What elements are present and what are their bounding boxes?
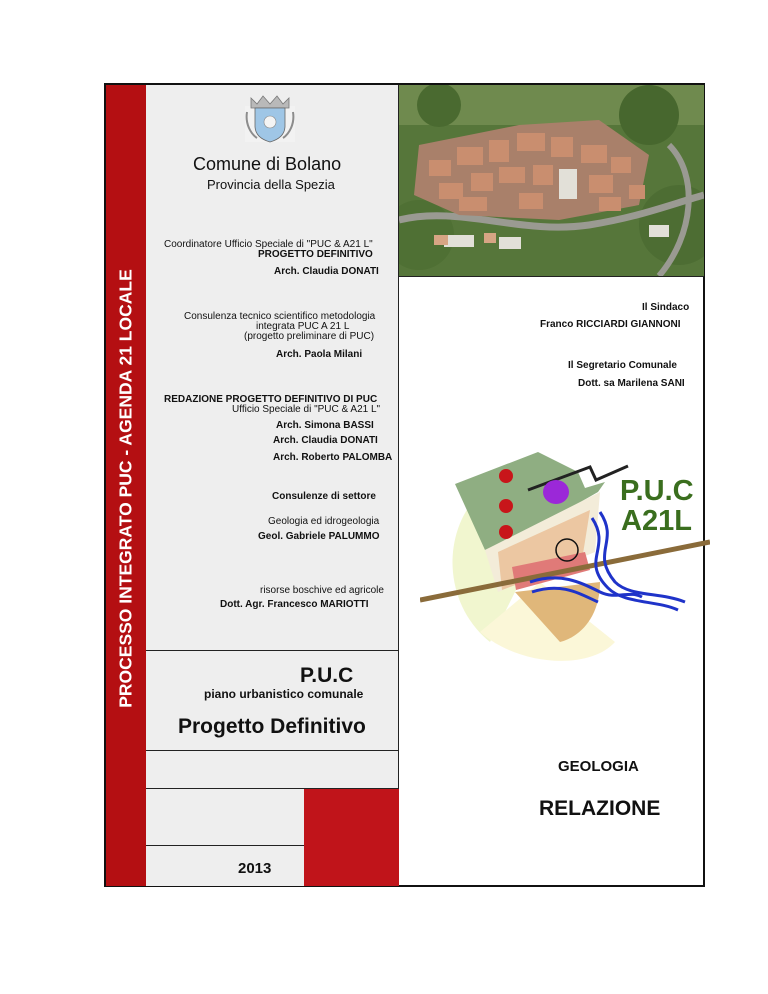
consulenza-line1: Consulenza tecnico scientifico metodologia [184, 311, 376, 322]
credits-panel [146, 85, 399, 886]
redazione-name-1: Arch. Simona BASSI [276, 420, 374, 431]
sindaco-name: Franco RICCIARDI GIANNONI [540, 319, 681, 330]
project-phase-title: Progetto Definitivo [178, 715, 366, 738]
consulenza-name: Arch. Paola Milani [276, 349, 363, 360]
document-type: RELAZIONE [539, 797, 661, 820]
coordinatore-subrole: PROGETTO DEFINITIVO [258, 249, 373, 260]
puc-subtitle: piano urbanistico comunale [204, 687, 364, 701]
puc-title: P.U.C [300, 664, 354, 687]
coordinatore-role: Coordinatore Ufficio Speciale di "PUC & A21 L" [164, 239, 373, 250]
divider-puc [146, 650, 398, 651]
document-year: 2013 [238, 860, 272, 877]
redazione-heading: REDAZIONE PROGETTO DEFINITIVO DI PUC [164, 394, 378, 405]
divider-phase [146, 750, 398, 751]
coordinatore-name: Arch. Claudia DONATI [274, 266, 379, 277]
consulenza-line3: (progetto preliminare di PUC) [244, 331, 375, 342]
divider-year [146, 845, 304, 846]
boschive-consultant: Dott. Agr. Francesco MARIOTTI [220, 599, 369, 610]
geologia-consultant: Geol. Gabriele PALUMMO [258, 531, 380, 542]
red-accent-block [304, 789, 399, 886]
redazione-name-3: Arch. Roberto PALOMBA [273, 452, 393, 463]
provincia-name: Provincia della Spezia [207, 177, 335, 192]
logo-text-a21l: A21L [621, 505, 692, 537]
sindaco-label: Il Sindaco [642, 302, 690, 313]
consulenza-line2: integrata PUC A 21 L [256, 321, 350, 332]
puc-a21l-logo [420, 432, 710, 672]
comune-name: Comune di Bolano [193, 154, 342, 174]
redazione-name-2: Arch. Claudia DONATI [273, 435, 378, 446]
document-topic: GEOLOGIA [558, 758, 639, 775]
side-vertical-title: PROCESSO INTEGRATO PUC - AGENDA 21 LOCALE [115, 269, 136, 708]
geologia-label: Geologia ed idrogeologia [268, 516, 380, 527]
consulenze-heading: Consulenze di settore [272, 491, 376, 502]
logo-text-puc: P.U.C [620, 475, 694, 507]
municipal-coat-of-arms [243, 92, 297, 144]
segretario-label: Il Segretario Comunale [568, 360, 677, 371]
redazione-office: Ufficio Speciale di "PUC & A21 L" [232, 404, 381, 415]
segretario-name: Dott. sa Marilena SANI [578, 378, 685, 389]
aerial-town-photo [399, 85, 704, 277]
boschive-label: risorse boschive ed agricole [260, 585, 384, 596]
